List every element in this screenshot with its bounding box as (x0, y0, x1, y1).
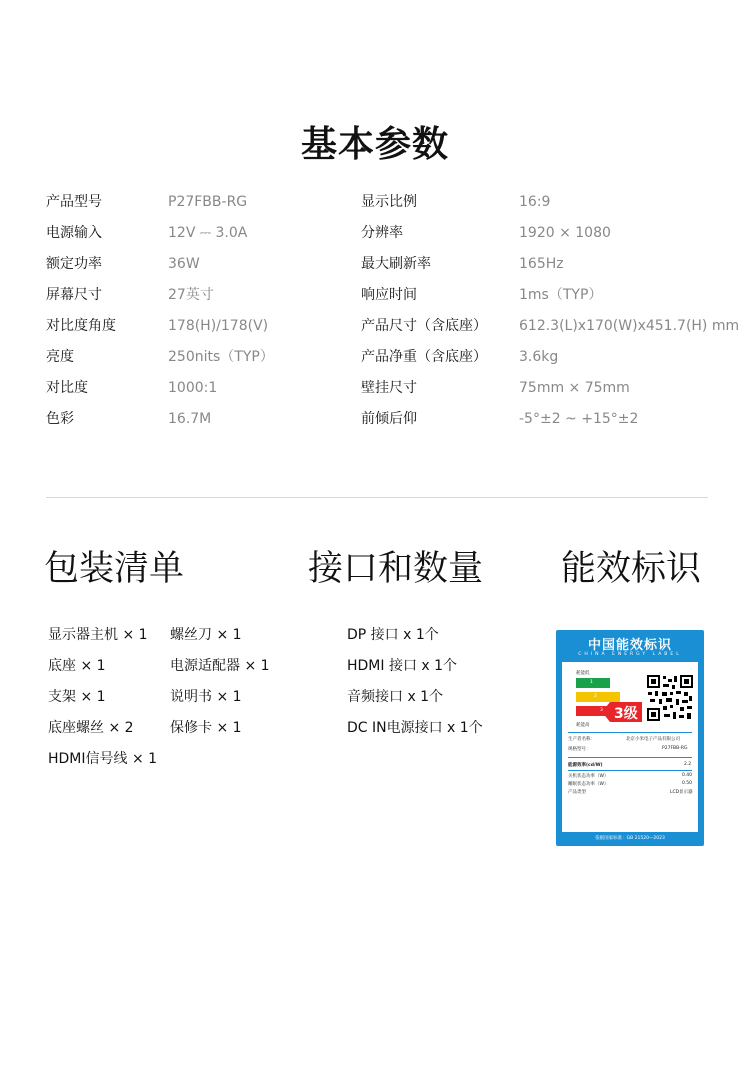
list-item: 底座螺丝 × 2 (48, 720, 134, 736)
spec-value: 1000:1 (168, 380, 218, 396)
spec-label: 产品型号 (46, 194, 102, 210)
energy-grade-num-3: 3 (600, 708, 603, 713)
energy-type-label: 产品类型 (568, 790, 586, 795)
spec-value: 12V ⎓ 3.0A (168, 225, 248, 241)
energy-efficiency-label: 能源效率(cd/W) (568, 763, 603, 768)
energy-off-power: 0.40 (682, 773, 693, 778)
energy-label-subheader: CHINA ENERGY LABEL (578, 652, 682, 657)
energy-standby-power-label: 睡眠状态功率（W） (568, 782, 609, 787)
energy-label (556, 630, 704, 846)
page-title: 基本参数 (300, 124, 449, 165)
spec-label: 亮度 (46, 349, 74, 365)
energy-off-power-label: 关机状态功率（W） (568, 774, 609, 779)
spec-label: 电源输入 (46, 225, 102, 241)
list-item: HDMI 接口 x 1个 (347, 658, 458, 674)
energy-label-footer: 依据国家标准：GB 21520—2023 (595, 836, 665, 841)
spec-label: 对比度 (46, 380, 88, 396)
energy-separator (568, 732, 692, 733)
energy-grade-num-2: 2 (594, 694, 597, 699)
energy-model: P27FBB-RG (662, 746, 688, 751)
energy-manufacturer: 北京小米电子产品有限公司 (626, 737, 680, 742)
ports-section-title: 接口和数量 (308, 549, 484, 589)
spec-label: 分辨率 (361, 225, 403, 241)
spec-label: 壁挂尺寸 (361, 380, 417, 396)
list-item: 螺丝刀 × 1 (170, 627, 242, 643)
spec-value: 75mm × 75mm (519, 380, 630, 396)
spec-label: 最大刷新率 (361, 256, 431, 272)
list-item: 保修卡 × 1 (170, 720, 242, 736)
spec-value: -5°±2 ~ +15°±2 (519, 411, 639, 427)
list-item: HDMI信号线 × 1 (48, 751, 158, 767)
energy-manufacturer-label: 生产者名称： (568, 737, 595, 742)
spec-label: 响应时间 (361, 287, 417, 303)
energy-standby-power: 0.50 (682, 781, 693, 786)
energy-grade-num-1: 1 (590, 680, 593, 685)
energy-grade-bar-2 (576, 692, 620, 702)
list-item: 支架 × 1 (48, 689, 106, 705)
spec-value: 1ms（TYP） (519, 287, 603, 303)
spec-label: 额定功率 (46, 256, 102, 272)
spec-value: 250nits（TYP） (168, 349, 274, 365)
spec-label: 产品尺寸（含底座） (361, 318, 487, 334)
spec-value: 1920 × 1080 (519, 225, 611, 241)
energy-bottom-text: 耗能高 (576, 723, 590, 728)
spec-value: 165Hz (519, 256, 564, 272)
list-item: 显示器主机 × 1 (48, 627, 148, 643)
list-item: 音频接口 x 1个 (347, 689, 444, 705)
list-item: 说明书 × 1 (170, 689, 242, 705)
package-section-title: 包装清单 (44, 549, 185, 589)
spec-label: 前倾后仰 (361, 411, 417, 427)
spec-label: 对比度角度 (46, 318, 116, 334)
energy-label-header: 中国能效标识 (587, 638, 672, 653)
energy-grade-bar-1 (576, 678, 610, 688)
spec-value: 178(H)/178(V) (168, 318, 269, 334)
spec-value: 36W (168, 256, 200, 272)
spec-value: 16:9 (519, 194, 551, 210)
list-item: 底座 × 1 (48, 658, 106, 674)
spec-value: 3.6kg (519, 349, 559, 365)
spec-value: 27英寸 (168, 287, 214, 303)
energy-efficiency: 2.2 (684, 762, 692, 767)
list-item: DP 接口 x 1个 (347, 627, 439, 643)
energy-section-title: 能效标识 (561, 549, 702, 589)
spec-label: 显示比例 (361, 194, 417, 210)
qr-code-icon (646, 674, 694, 722)
spec-value: 16.7M (168, 411, 212, 427)
spec-label: 产品净重（含底座） (361, 349, 487, 365)
spec-label: 屏幕尺寸 (46, 287, 102, 303)
energy-top-text: 耗能低 (576, 671, 590, 676)
list-item: 电源适配器 × 1 (170, 658, 270, 674)
energy-separator (568, 757, 692, 758)
energy-separator (568, 770, 692, 771)
list-item: DC IN电源接口 x 1个 (347, 720, 483, 736)
energy-label-card (562, 662, 698, 832)
energy-model-label: 规格型号： (568, 747, 591, 752)
spec-value: 612.3(L)x170(W)x451.7(H) mm (519, 318, 740, 334)
energy-grade-value: 3级 (614, 706, 638, 722)
energy-type: LCD显示器 (670, 790, 693, 795)
spec-label: 色彩 (46, 411, 74, 427)
spec-value: P27FBB-RG (168, 194, 248, 210)
section-divider (46, 497, 708, 498)
